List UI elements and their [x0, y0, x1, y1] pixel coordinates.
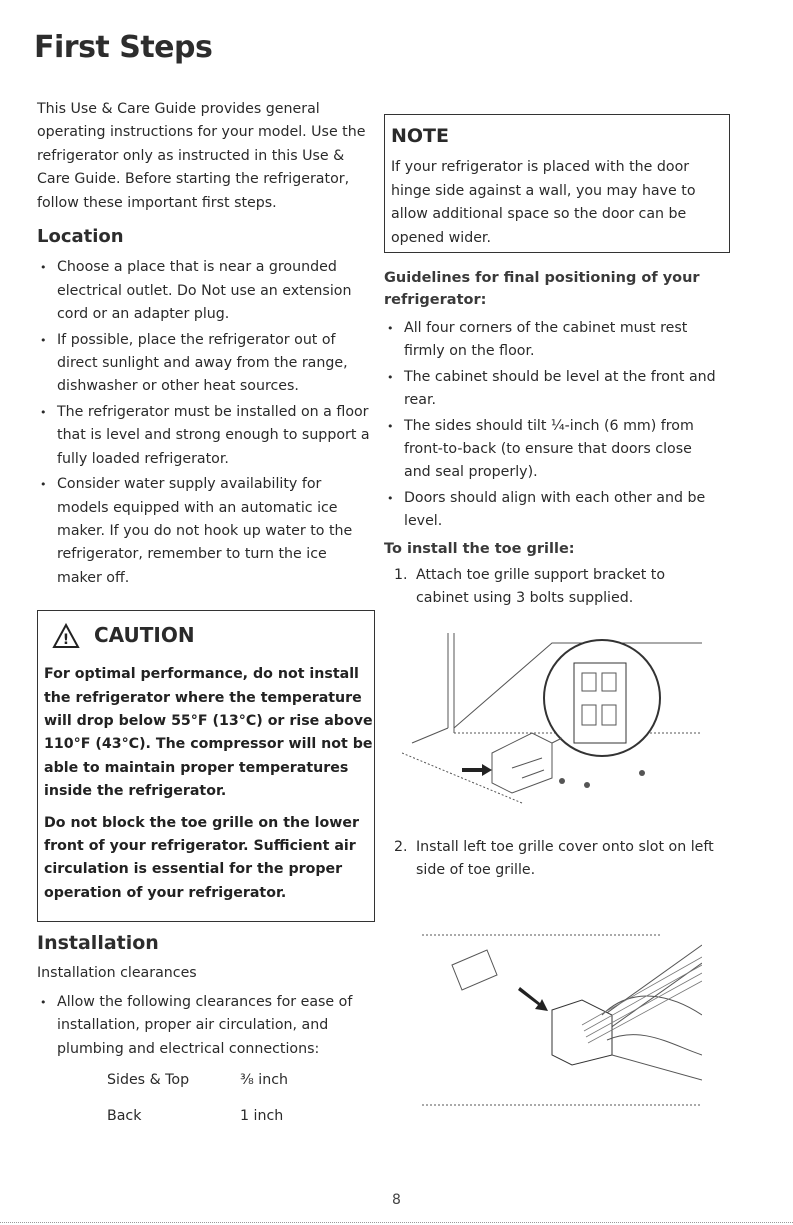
list-item: • The sides should tilt ¼-inch (6 mm) from front-to-back (to ensure that doors close and seal properly).	[384, 415, 719, 485]
list-item: • Allow the following clearances for ease of installation, proper air circulation, and plumbing and electrical connections:	[37, 991, 372, 1061]
list-item: • The cabinet should be level at the front and rear.	[384, 366, 719, 413]
step-text: Attach toe grille support bracket to cabinet using 3 bolts supplied.	[416, 566, 666, 607]
toe-grille-steps-continued	[384, 836, 719, 883]
intro-text: This Use & Care Guide provides general operating instructions for your model. Use the refrigerator only as instructed in this Use & Care Guide. Before starting the refrigerator, follow these important first steps.	[37, 101, 366, 211]
step-number: 2.	[394, 838, 408, 855]
step-text: Install left toe grille cover onto slot on left side of toe grille.	[416, 838, 714, 879]
step-number: 1.	[394, 566, 408, 583]
clearances-table	[107, 1069, 372, 1128]
list-item: • All four corners of the cabinet must rest firmly on the floor.	[384, 317, 719, 364]
page-bottom-divider	[0, 1222, 793, 1223]
installation-heading: Installation	[37, 932, 159, 955]
clearance-row	[107, 1069, 372, 1092]
list-item: • If possible, place the refrigerator out of direct sunlight and away from the range, dishwasher or other heat sources.	[37, 329, 372, 399]
svg-text:!: !	[62, 632, 70, 649]
location-heading: Location	[37, 226, 124, 248]
caution-box	[37, 610, 375, 922]
warning-triangle-icon	[52, 623, 80, 649]
clearance-row	[107, 1105, 372, 1128]
caution-header	[44, 623, 374, 649]
guidelines-list	[384, 317, 719, 534]
clearance-label: Sides & Top	[107, 1072, 190, 1089]
note-heading: NOTE	[391, 125, 449, 147]
left-column	[37, 98, 372, 1140]
clearance-value: ⅜ inch	[240, 1072, 288, 1089]
list-item: • Consider water supply availability for models equipped with an automatic ice maker. If you do not hook up water to the refrigerator, remember to turn the ice maker off.	[37, 473, 372, 590]
caution-text-1: For optimal performance, do not install the refrigerator where the temperature will drop below 55°F (13°C) or rise above 110°F (43°C). The compressor will not be able to maintain proper temperatures inside the refrigerator.	[44, 666, 373, 800]
list-item: • The refrigerator must be installed on a floor that is level and strong enough to support a fully loaded refrigerator.	[37, 401, 372, 471]
installation-subheading: Installation clearances	[37, 964, 197, 981]
bracket-illustration	[402, 633, 702, 808]
guidelines-heading: Guidelines for final positioning of your refrigerator:	[384, 270, 700, 309]
grille-cover-illustration	[402, 905, 702, 1115]
clearance-label: Back	[107, 1107, 142, 1124]
clearance-value: 1 inch	[240, 1107, 284, 1124]
step-item	[384, 836, 719, 883]
toe-grille-steps	[384, 564, 719, 611]
toe-grille-heading: To install the toe grille:	[384, 540, 575, 557]
note-box	[384, 114, 730, 253]
location-list	[37, 256, 372, 590]
installation-list	[37, 991, 372, 1061]
list-item: • Choose a place that is near a grounded electrical outlet. Do Not use an extension cord or an adapter plug.	[37, 256, 372, 326]
page-number: 8	[392, 1192, 401, 1208]
caution-heading: CAUTION	[94, 623, 195, 648]
right-column	[384, 114, 719, 1143]
list-item: • Doors should align with each other and be level.	[384, 487, 719, 534]
caution-text-2: Do not block the toe grille on the lower front of your refrigerator. Sufficient air circulation is essential for the proper operation of your refrigerator.	[44, 814, 359, 901]
note-text: If your refrigerator is placed with the door hinge side against a wall, you may have to allow additional space so the door can be opened wider.	[391, 159, 696, 246]
step-item	[384, 564, 719, 611]
page-title: First Steps	[34, 30, 213, 65]
